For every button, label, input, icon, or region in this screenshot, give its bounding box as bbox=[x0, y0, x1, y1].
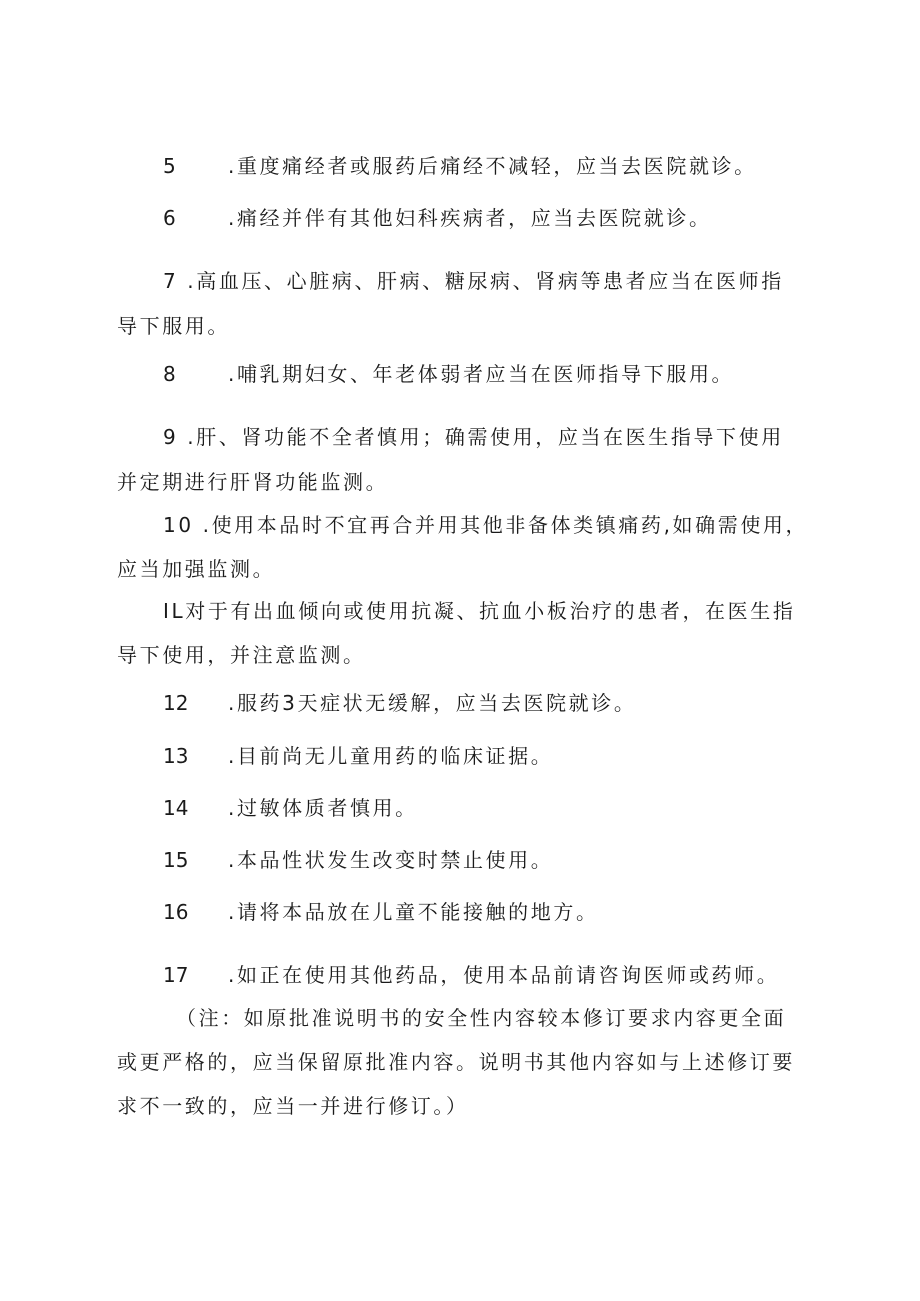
item-text-line2: 并定期进行肝肾功能监测。 bbox=[117, 470, 389, 494]
item-number: 5 bbox=[163, 154, 176, 178]
item-text: .如正在使用其他药品，使用本品前请咨询医师或药师。 bbox=[228, 963, 780, 987]
item-number: 14 bbox=[163, 796, 189, 820]
note-line2: 或更严格的，应当保留原批准内容。说明书其他内容如与上述修订要 bbox=[117, 1050, 795, 1074]
item-number: 15 bbox=[163, 848, 189, 872]
item-text: .服药3天症状无缓解，应当去医院就诊。 bbox=[228, 691, 637, 715]
item-text-line1: 9 .肝、肾功能不全者慎用；确需使用，应当在医生指导下使用 bbox=[163, 425, 784, 449]
item-text: .过敏体质者慎用。 bbox=[228, 796, 418, 820]
note-line1: （注：如原批准说明书的安全性内容较本修订要求内容更全面 bbox=[176, 1006, 787, 1030]
item-number: 12 bbox=[163, 691, 189, 715]
item-text-line1: IL对于有出血倾向或使用抗凝、抗血小板治疗的患者，在医生指 bbox=[163, 599, 796, 623]
item-number: 8 bbox=[163, 362, 176, 386]
item-text: .痛经并伴有其他妇科疾病者，应当去医院就诊。 bbox=[228, 206, 712, 230]
item-text-line2: 应当加强监测。 bbox=[117, 557, 276, 581]
item-text: .本品性状发生改变时禁止使用。 bbox=[228, 848, 554, 872]
item-text: .目前尚无儿童用药的临床证据。 bbox=[228, 744, 554, 768]
item-text: .重度痛经者或服药后痛经不减轻，应当去医院就诊。 bbox=[228, 154, 757, 178]
item-number: 17 bbox=[163, 963, 189, 987]
item-text-line1: 7 .高血压、心脏病、肝病、糖尿病、肾病等患者应当在医师指 bbox=[163, 269, 784, 293]
item-number: 13 bbox=[163, 744, 189, 768]
item-text-line1: 10 .使用本品时不宜再合并用其他非备体类镇痛药,如确需使用， bbox=[163, 513, 809, 537]
item-number: 16 bbox=[163, 900, 189, 924]
item-number: 6 bbox=[163, 206, 176, 230]
item-text-line2: 导下服用。 bbox=[117, 314, 230, 338]
item-text: .请将本品放在儿童不能接触的地方。 bbox=[228, 900, 599, 924]
note-line3: 求不一致的，应当一并进行修订。） bbox=[117, 1094, 469, 1118]
item-text-line2: 导下使用，并注意监测。 bbox=[117, 643, 366, 667]
item-text: .哺乳期妇女、年老体弱者应当在医师指导下服用。 bbox=[228, 362, 735, 386]
